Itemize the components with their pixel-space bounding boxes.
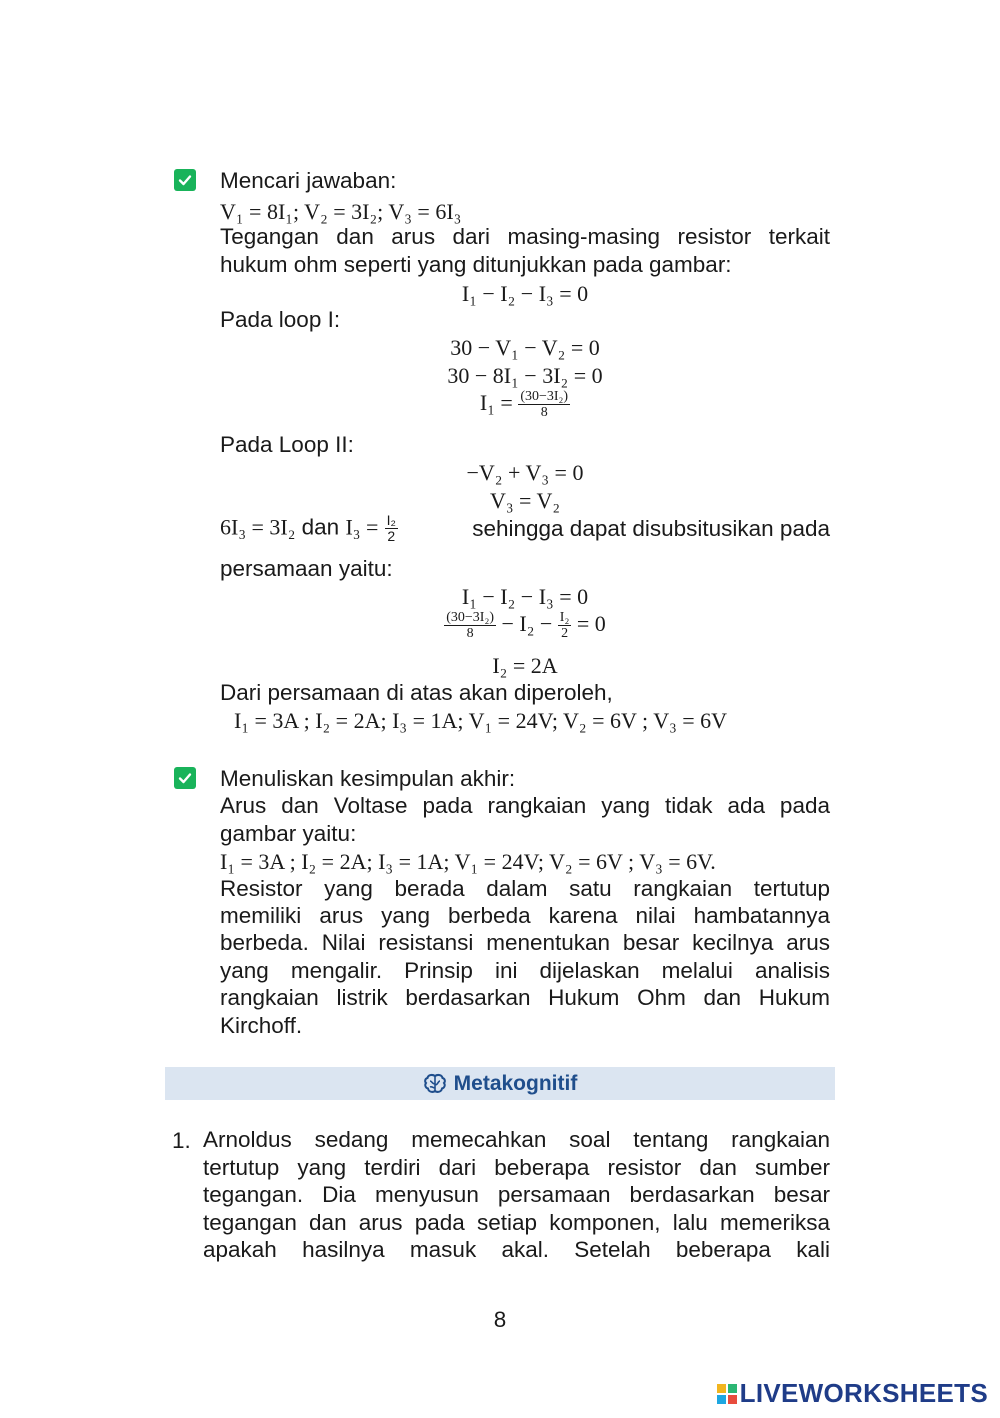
paragraph-line: persamaan yaitu:: [220, 556, 393, 581]
eq-part: − I₂ −: [495, 611, 558, 636]
equation: V₁ = 8I₁; V₂ = 3I₂; V₃ = 6I₃: [220, 199, 462, 224]
equation: 30 − V₁ − V₂ = 0: [450, 335, 600, 360]
question-line: apakah hasilnya masuk akal. Setelah beberapa kali: [203, 1237, 830, 1262]
fraction-denominator: 8: [540, 405, 548, 421]
logo-text: LIVEWORKSHEETS: [739, 1378, 988, 1408]
banner-title: Metakognitif: [453, 1071, 578, 1095]
eq-part: = 0: [571, 611, 606, 636]
substitution-line: [220, 513, 830, 544]
question-line: tegangan. Dia menyusun persamaan berdasarkan besar: [203, 1182, 830, 1207]
equation: 30 − 8I₁ − 3I₂ = 0: [447, 363, 603, 388]
question-line: tegangan dan arus pada setiap komponen, lalu memeriksa: [203, 1210, 830, 1235]
fraction-denominator: 2: [387, 528, 396, 544]
loop-label: Pada loop I:: [220, 307, 341, 332]
paragraph-line: Resistor yang berada dalam satu rangkaian tertutup: [220, 876, 830, 901]
equation: I₂ = 2A: [492, 653, 558, 678]
paragraph-line: berbeda. Nilai resistansi menentukan besar kecilnya arus: [220, 930, 830, 955]
fraction: [558, 610, 572, 641]
paragraph-line: yang mengalir. Prinsip ini dijelaskan melalui analisis: [220, 958, 830, 983]
fraction-numerator: I₂: [386, 512, 396, 528]
equation: I₁ − I₂ − I₃ = 0: [461, 584, 589, 609]
paragraph-line: Arus dan Voltase pada rangkaian yang tidak ada pada: [220, 793, 830, 818]
equation: 6I₃ = 3I₂: [220, 514, 296, 540]
fraction-numerator: (30−3I₂): [520, 389, 569, 405]
question-line: tertutup yang terdiri dari beberapa resistor dan sumber: [203, 1155, 830, 1180]
eq-lhs: I₁ =: [479, 390, 513, 415]
text: dan: [295, 514, 346, 540]
fraction-denominator: 2: [561, 626, 569, 642]
equation-fraction: [220, 610, 830, 641]
liveworksheets-logo[interactable]: [717, 1378, 988, 1409]
result-equation: I₁ = 3A ; I₂ = 2A; I₃ = 1A; V₁ = 24V; V₂ = 6V ; V₃ = 6V: [234, 708, 728, 733]
metakognitif-banner: [165, 1067, 835, 1100]
fraction-numerator: I₂: [559, 610, 570, 626]
fraction: [385, 513, 398, 544]
paragraph-line: rangkaian listrik berdasarkan Hukum Ohm dan Hukum: [220, 985, 830, 1010]
paragraph-line: hukum ohm seperti yang ditunjukkan pada gambar:: [220, 252, 732, 277]
result-equation: I₁ = 3A ; I₂ = 2A; I₃ = 1A; V₁ = 24V; V₂ = 6V ; V₃ = 6V.: [220, 849, 716, 874]
text: sehingga dapat disubsitusikan pada: [472, 516, 830, 541]
fraction: [444, 610, 496, 641]
brain-icon: [423, 1073, 447, 1095]
section-heading: Menuliskan kesimpulan akhir:: [220, 766, 516, 791]
logo-blocks-icon: [717, 1384, 737, 1404]
section-heading: Mencari jawaban:: [220, 168, 397, 193]
question-line: Arnoldus sedang memecahkan soal tentang rangkaian: [203, 1127, 830, 1152]
equation: I₁ − I₂ − I₃ = 0: [461, 281, 589, 306]
equation-fraction: [220, 389, 830, 420]
question-number: 1.: [172, 1128, 191, 1153]
paragraph-line: memiliki arus yang berbeda karena nilai hambatannya: [220, 903, 830, 928]
paragraph-line: Tegangan dan arus dari masing-masing resistor terkait: [220, 224, 830, 249]
equation: −V₂ + V₃ = 0: [466, 460, 584, 485]
checkbox-checked-icon[interactable]: [174, 169, 196, 191]
page-number: 8: [493, 1307, 507, 1332]
checkbox-checked-icon[interactable]: [174, 767, 196, 789]
paragraph-line: Kirchoff.: [220, 1013, 303, 1038]
paragraph-line: gambar yaitu:: [220, 821, 357, 846]
equation: V₃ = V₂: [489, 488, 561, 513]
fraction-denominator: 8: [466, 626, 474, 642]
loop-label: Pada Loop II:: [220, 432, 354, 457]
fraction: [518, 389, 570, 420]
paragraph-line: Dari persamaan di atas akan diperoleh,: [220, 680, 613, 705]
fraction-numerator: (30−3I₂): [446, 610, 494, 626]
equation: I₃ =: [345, 514, 379, 540]
